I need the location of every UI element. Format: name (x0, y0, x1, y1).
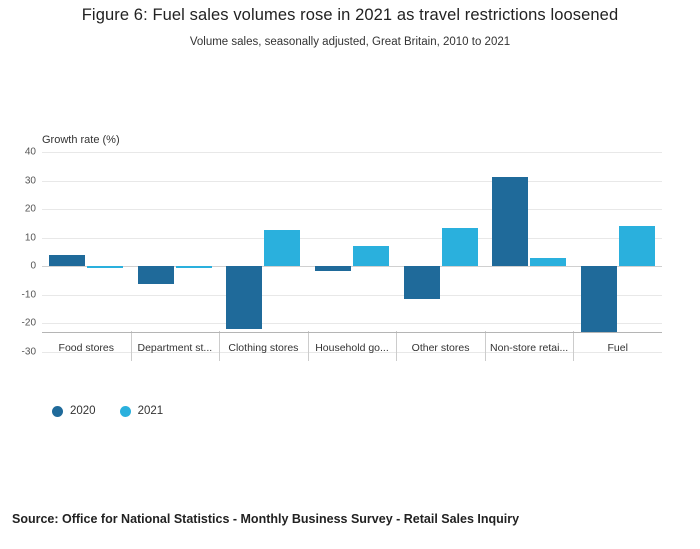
y-tick-label: 20 (24, 203, 36, 215)
y-tick-label: -10 (21, 289, 36, 301)
bar-series-layer (42, 120, 662, 380)
legend-swatch-icon (120, 406, 131, 417)
chart-title: Figure 6: Fuel sales volumes rose in 2021 as travel restrictions loosened (81, 6, 619, 24)
y-tick-label: -20 (21, 317, 36, 329)
bar-group (308, 120, 397, 380)
bar-group (131, 120, 220, 380)
category-axis-line (42, 332, 662, 333)
bar-group (573, 120, 662, 380)
y-axis-label: Growth rate (%) (42, 134, 120, 146)
bar-2020-0 (49, 255, 85, 266)
category-label: Department st... (137, 342, 213, 354)
bar-group (219, 120, 308, 380)
bar-group (485, 120, 574, 380)
category-label: Non-store retai... (490, 342, 569, 354)
bar-2021-5 (530, 258, 566, 266)
bar-2021-2 (264, 230, 300, 267)
bar-2021-0 (87, 266, 123, 268)
category-label: Clothing stores (228, 342, 299, 354)
category-label: Food stores (58, 342, 114, 354)
y-tick-label: 0 (30, 260, 36, 272)
chart-subtitle: Volume sales, seasonally adjusted, Great Britain, 2010 to 2021 (189, 36, 511, 48)
category-label: Household go... (315, 342, 389, 354)
category-label: Other stores (411, 342, 470, 354)
y-tick-label: 30 (24, 175, 36, 187)
bar-2020-6 (581, 266, 617, 332)
category-label: Fuel (607, 342, 628, 354)
legend-swatch-icon (52, 406, 63, 417)
chart-plot-area (0, 120, 700, 380)
bar-2020-3 (315, 266, 351, 270)
y-tick-label: 40 (24, 146, 36, 158)
bar-2020-5 (492, 177, 528, 266)
legend-item[interactable] (120, 405, 164, 417)
chart-legend (52, 405, 177, 417)
bar-2020-4 (404, 266, 440, 299)
bar-2021-4 (442, 228, 478, 267)
legend-item[interactable] (52, 405, 96, 417)
bar-2021-3 (353, 246, 389, 267)
bar-2020-2 (226, 266, 262, 329)
bar-group (42, 120, 131, 380)
bar-2021-1 (176, 266, 212, 268)
y-tick-label: -30 (21, 346, 36, 358)
bar-2021-6 (619, 226, 655, 266)
bar-2020-1 (138, 266, 174, 284)
y-tick-label: 10 (24, 232, 36, 244)
source-note: Source: Office for National Statistics - Monthly Business Survey - Retail Sales Inquiry (12, 512, 520, 526)
legend-label: 2020 (70, 405, 96, 417)
bar-group (396, 120, 485, 380)
legend-label: 2021 (137, 405, 164, 417)
